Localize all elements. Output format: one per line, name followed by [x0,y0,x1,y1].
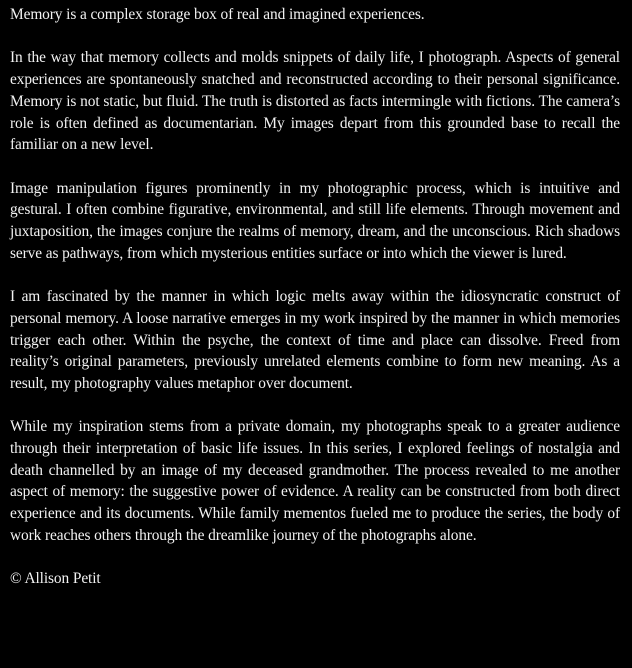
statement-paragraph-3: I am fascinated by the manner in which logic melts away within the idiosyncratic construct of personal memory. A loose narrative emerges in my work inspired by the manner in which memories trigger each other. Within the psyche, the context of time and place can dissolve. Freed from reality’s original parameters, previously unrelated elements combine to form new meaning. As a result, my photography values metaphor over document. [10,288,620,392]
copyright-credit: © Allison Petit [10,570,101,588]
statement-intro: Memory is a complex storage box of real and imagined experiences. [10,6,425,23]
statement-paragraph-1: In the way that memory collects and molds snippets of daily life, I photograph. Aspects of general experiences are spontaneously snatched and reconstructed according to their personal significance. Memory is not static, but fluid. The truth is distorted as facts intermingle with fictions. The camera’s role is often defined as documentarian. My images depart from this grounded base to recall the familiar on a new level. [10,49,620,154]
statement-paragraph-4: While my inspiration stems from a private domain, my photographs speak to a greater audience through their interpretation of basic life issues. In this series, I explored feelings of nostalgia and death channelled by an image of my deceased grandmother. The process revealed to me another aspect of memory: the suggestive power of evidence. A reality can be constructed from both direct experience and its documents. While family mementos fueled me to produce the series, the body of work reaches others through the dreamlike journey of the photographs alone. [10,418,620,544]
statement-paragraph-2: Image manipulation figures prominently in my photographic process, which is intuitive and gestural. I often combine figurative, environmental, and still life elements. Through movement and juxtaposition, the images conjure the realms of memory, dream, and the unconscious. Rich shadows serve as pathways, from which mysterious entities surface or into which the viewer is lured. [10,179,620,262]
